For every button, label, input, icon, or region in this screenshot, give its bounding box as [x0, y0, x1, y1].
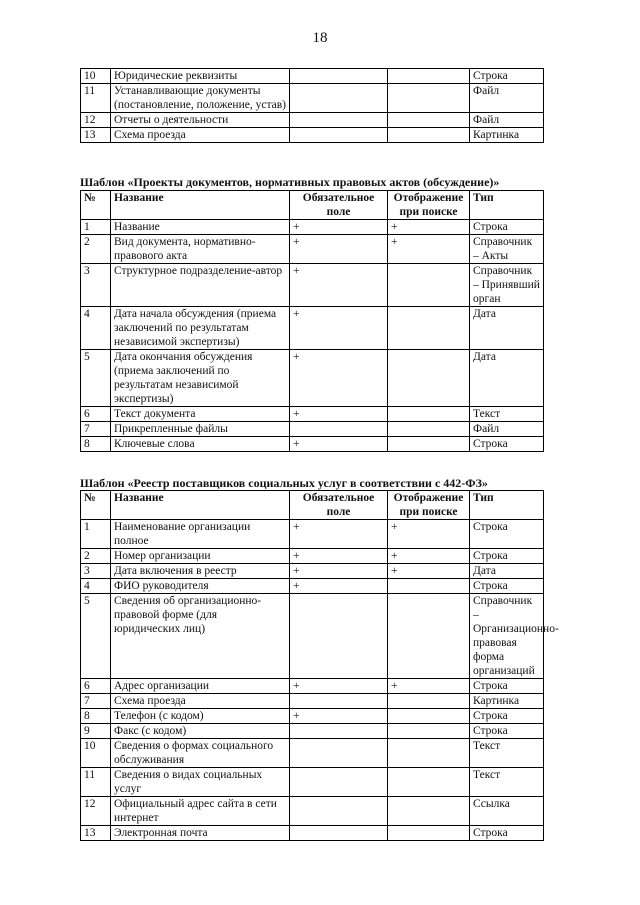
cell-name: Номер организации — [111, 549, 290, 564]
cell-required: + — [290, 564, 388, 579]
cell-required — [290, 797, 388, 826]
cell-num: 10 — [81, 69, 111, 84]
cell-name: Текст документа — [111, 407, 290, 422]
cell-required — [290, 84, 388, 113]
cell-required: + — [290, 307, 388, 350]
cell-num: 3 — [81, 264, 111, 307]
cell-display — [388, 84, 470, 113]
header-display: Отображение при поиске — [388, 491, 470, 520]
cell-required — [290, 724, 388, 739]
table-organization-details — [80, 68, 544, 143]
cell-num: 6 — [81, 407, 111, 422]
cell-num: 12 — [81, 797, 111, 826]
cell-type: Строка — [470, 724, 544, 739]
cell-type: Текст — [470, 768, 544, 797]
cell-required: + — [290, 264, 388, 307]
cell-display — [388, 579, 470, 594]
cell-required: + — [290, 709, 388, 724]
cell-required: + — [290, 579, 388, 594]
cell-display — [388, 594, 470, 679]
header-num: № — [81, 491, 111, 520]
cell-type: Ссылка — [470, 797, 544, 826]
cell-display — [388, 128, 470, 143]
cell-type: Картинка — [470, 694, 544, 709]
table-row — [81, 69, 544, 84]
cell-required: + — [290, 679, 388, 694]
cell-num: 11 — [81, 84, 111, 113]
table-row — [81, 768, 544, 797]
cell-num: 8 — [81, 709, 111, 724]
table-row — [81, 594, 544, 679]
cell-name: Ключевые слова — [111, 437, 290, 452]
table-row — [81, 797, 544, 826]
table-row — [81, 564, 544, 579]
cell-display: + — [388, 220, 470, 235]
cell-name: Структурное подразделение-автор — [111, 264, 290, 307]
cell-name: Устанавливающие документы (постановление, положение, устав) — [111, 84, 290, 113]
table-row — [81, 520, 544, 549]
header-required: Обязательное поле — [290, 191, 388, 220]
cell-name: ФИО руководителя — [111, 579, 290, 594]
table-row — [81, 579, 544, 594]
cell-num: 3 — [81, 564, 111, 579]
table-row — [81, 350, 544, 407]
cell-type: Строка — [470, 69, 544, 84]
cell-name: Факс (с кодом) — [111, 724, 290, 739]
cell-name: Схема проезда — [111, 694, 290, 709]
cell-type: Строка — [470, 549, 544, 564]
header-type: Тип — [470, 191, 544, 220]
cell-name: Отчеты о деятельности — [111, 113, 290, 128]
cell-num: 12 — [81, 113, 111, 128]
table-row — [81, 307, 544, 350]
cell-type: Строка — [470, 679, 544, 694]
cell-type: Дата — [470, 350, 544, 407]
cell-name: Прикрепленные файлы — [111, 422, 290, 437]
cell-num: 5 — [81, 594, 111, 679]
cell-num: 13 — [81, 128, 111, 143]
header-name: Название — [111, 491, 290, 520]
table-row — [81, 407, 544, 422]
cell-display: + — [388, 564, 470, 579]
table-row — [81, 422, 544, 437]
cell-num: 1 — [81, 520, 111, 549]
header-name: Название — [111, 191, 290, 220]
cell-display — [388, 422, 470, 437]
cell-required — [290, 739, 388, 768]
cell-num: 7 — [81, 694, 111, 709]
table-row — [81, 128, 544, 143]
cell-required: + — [290, 235, 388, 264]
cell-name: Наименование организации полное — [111, 520, 290, 549]
cell-num: 10 — [81, 739, 111, 768]
table-row — [81, 235, 544, 264]
table-row — [81, 739, 544, 768]
cell-display — [388, 739, 470, 768]
cell-type: Дата — [470, 307, 544, 350]
cell-type: Строка — [470, 520, 544, 549]
table-social-services-registry — [80, 490, 559, 841]
table-row — [81, 694, 544, 709]
cell-name: Адрес организации — [111, 679, 290, 694]
cell-name: Сведения о формах социального обслуживания — [111, 739, 290, 768]
cell-required — [290, 69, 388, 84]
cell-type: Текст — [470, 407, 544, 422]
cell-num: 2 — [81, 235, 111, 264]
cell-type: Строка — [470, 220, 544, 235]
table-row — [81, 826, 544, 841]
cell-display — [388, 437, 470, 452]
cell-display — [388, 69, 470, 84]
cell-name: Схема проезда — [111, 128, 290, 143]
table-row — [81, 724, 544, 739]
cell-type: Картинка — [470, 128, 544, 143]
cell-name: Электронная почта — [111, 826, 290, 841]
cell-type: Строка — [470, 709, 544, 724]
cell-name: Дата включения в реестр — [111, 564, 290, 579]
cell-display — [388, 350, 470, 407]
table-header-row — [81, 491, 544, 520]
table-row — [81, 549, 544, 564]
table-row — [81, 113, 544, 128]
cell-display: + — [388, 549, 470, 564]
cell-num: 5 — [81, 350, 111, 407]
header-type: Тип — [470, 491, 544, 520]
cell-display — [388, 694, 470, 709]
cell-name: Дата окончания обсуждения (приема заключений по результатам независимой экспертизы) — [111, 350, 290, 407]
cell-name: Сведения об организационно-правовой форме (для юридических лиц) — [111, 594, 290, 679]
cell-name: Телефон (с кодом) — [111, 709, 290, 724]
cell-name: Название — [111, 220, 290, 235]
cell-required: + — [290, 437, 388, 452]
table-draft-documents — [80, 190, 544, 452]
cell-num: 6 — [81, 679, 111, 694]
cell-required — [290, 422, 388, 437]
cell-display: + — [388, 235, 470, 264]
cell-required: + — [290, 407, 388, 422]
cell-num: 4 — [81, 579, 111, 594]
cell-type: Текст — [470, 739, 544, 768]
cell-display — [388, 407, 470, 422]
section-title-social-services-registry: Шаблон «Реестр поставщиков социальных услуг в соответствии с 442-ФЗ» — [80, 476, 488, 490]
page-number: 18 — [312, 30, 328, 46]
cell-name: Официальный адрес сайта в сети интернет — [111, 797, 290, 826]
cell-display — [388, 307, 470, 350]
cell-name: Вид документа, нормативно-правового акта — [111, 235, 290, 264]
table-row — [81, 264, 544, 307]
header-display: Отображение при поиске — [388, 191, 470, 220]
cell-num: 4 — [81, 307, 111, 350]
cell-required — [290, 768, 388, 797]
cell-display — [388, 797, 470, 826]
cell-required — [290, 694, 388, 709]
cell-display — [388, 264, 470, 307]
header-required: Обязательное поле — [290, 491, 388, 520]
cell-display — [388, 113, 470, 128]
cell-type: Строка — [470, 437, 544, 452]
cell-required — [290, 826, 388, 841]
cell-num: 1 — [81, 220, 111, 235]
cell-num: 13 — [81, 826, 111, 841]
table-row — [81, 437, 544, 452]
cell-display — [388, 709, 470, 724]
cell-type: Справочник – Организационно-правовая форма организаций — [470, 594, 544, 679]
cell-name: Дата начала обсуждения (приема заключений по результатам независимой экспертизы) — [111, 307, 290, 350]
table-row — [81, 709, 544, 724]
cell-type: Файл — [470, 113, 544, 128]
table-row — [81, 84, 544, 113]
table-header-row — [81, 191, 544, 220]
cell-type: Справочник – Акты — [470, 235, 544, 264]
cell-num: 7 — [81, 422, 111, 437]
cell-type: Дата — [470, 564, 544, 579]
cell-display — [388, 724, 470, 739]
cell-name: Юридические реквизиты — [111, 69, 290, 84]
cell-required — [290, 594, 388, 679]
cell-num: 2 — [81, 549, 111, 564]
cell-required: + — [290, 220, 388, 235]
header-num: № — [81, 191, 111, 220]
cell-display — [388, 826, 470, 841]
cell-type: Файл — [470, 422, 544, 437]
section-title-draft-documents: Шаблон «Проекты документов, нормативных правовых актов (обсуждение)» — [80, 175, 500, 189]
cell-name: Сведения о видах социальных услуг — [111, 768, 290, 797]
cell-required — [290, 128, 388, 143]
cell-type: Строка — [470, 826, 544, 841]
cell-type: Строка — [470, 579, 544, 594]
cell-num: 11 — [81, 768, 111, 797]
cell-display: + — [388, 679, 470, 694]
cell-required: + — [290, 350, 388, 407]
table-row — [81, 220, 544, 235]
cell-required: + — [290, 520, 388, 549]
cell-type: Справочник – Принявший орган — [470, 264, 544, 307]
cell-required — [290, 113, 388, 128]
cell-display: + — [388, 520, 470, 549]
cell-required: + — [290, 549, 388, 564]
cell-display — [388, 768, 470, 797]
cell-num: 9 — [81, 724, 111, 739]
table-row — [81, 679, 544, 694]
cell-type: Файл — [470, 84, 544, 113]
cell-num: 8 — [81, 437, 111, 452]
